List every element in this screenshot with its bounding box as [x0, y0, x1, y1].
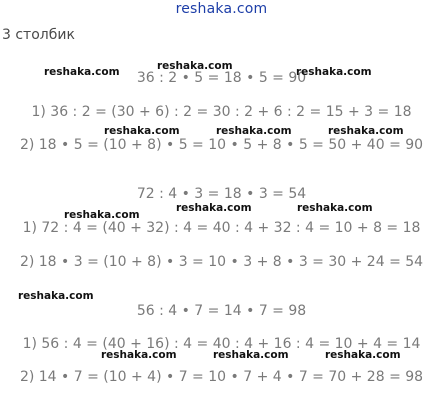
- site-title[interactable]: reshaka.com: [175, 1, 268, 17]
- step-1-1: 1) 36 : 2 = (30 + 6) : 2 = 30 : 2 + 6 : 2 = 15 + 3 = 18: [31, 104, 412, 120]
- step-1-2: 2) 18 • 5 = (10 + 8) • 5 = 10 • 5 + 8 • 5 = 50 + 40 = 90: [19, 137, 424, 153]
- watermark: reshaka.com: [296, 66, 372, 78]
- watermark: reshaka.com: [325, 349, 401, 361]
- watermark: reshaka.com: [213, 349, 289, 361]
- watermark: reshaka.com: [44, 66, 120, 78]
- watermark: reshaka.com: [297, 202, 373, 214]
- step-3-2: 2) 14 • 7 = (10 + 4) • 7 = 10 • 7 + 4 • 7 = 70 + 28 = 98: [19, 369, 424, 385]
- watermark: reshaka.com: [157, 60, 233, 72]
- watermark: reshaka.com: [216, 125, 292, 137]
- watermark: reshaka.com: [176, 202, 252, 214]
- column-label: 3 столбик: [2, 27, 75, 43]
- step-3-1: 1) 56 : 4 = (40 + 16) : 4 = 40 : 4 + 16 : 4 = 10 + 4 = 14: [22, 336, 421, 352]
- step-2-2: 2) 18 • 3 = (10 + 8) • 3 = 10 • 3 + 8 • 3 = 30 + 24 = 54: [19, 254, 424, 270]
- expression-3: 56 : 4 • 7 = 14 • 7 = 98: [136, 303, 307, 319]
- watermark: reshaka.com: [328, 125, 404, 137]
- expression-1: 36 : 2 • 5 = 18 • 5 = 90: [136, 70, 307, 86]
- watermark: reshaka.com: [101, 349, 177, 361]
- watermark: reshaka.com: [64, 209, 140, 221]
- step-2-1: 1) 72 : 4 = (40 + 32) : 4 = 40 : 4 + 32 : 4 = 10 + 8 = 18: [22, 220, 421, 236]
- expression-2: 72 : 4 • 3 = 18 • 3 = 54: [136, 186, 307, 202]
- watermark: reshaka.com: [18, 290, 94, 302]
- watermark: reshaka.com: [104, 125, 180, 137]
